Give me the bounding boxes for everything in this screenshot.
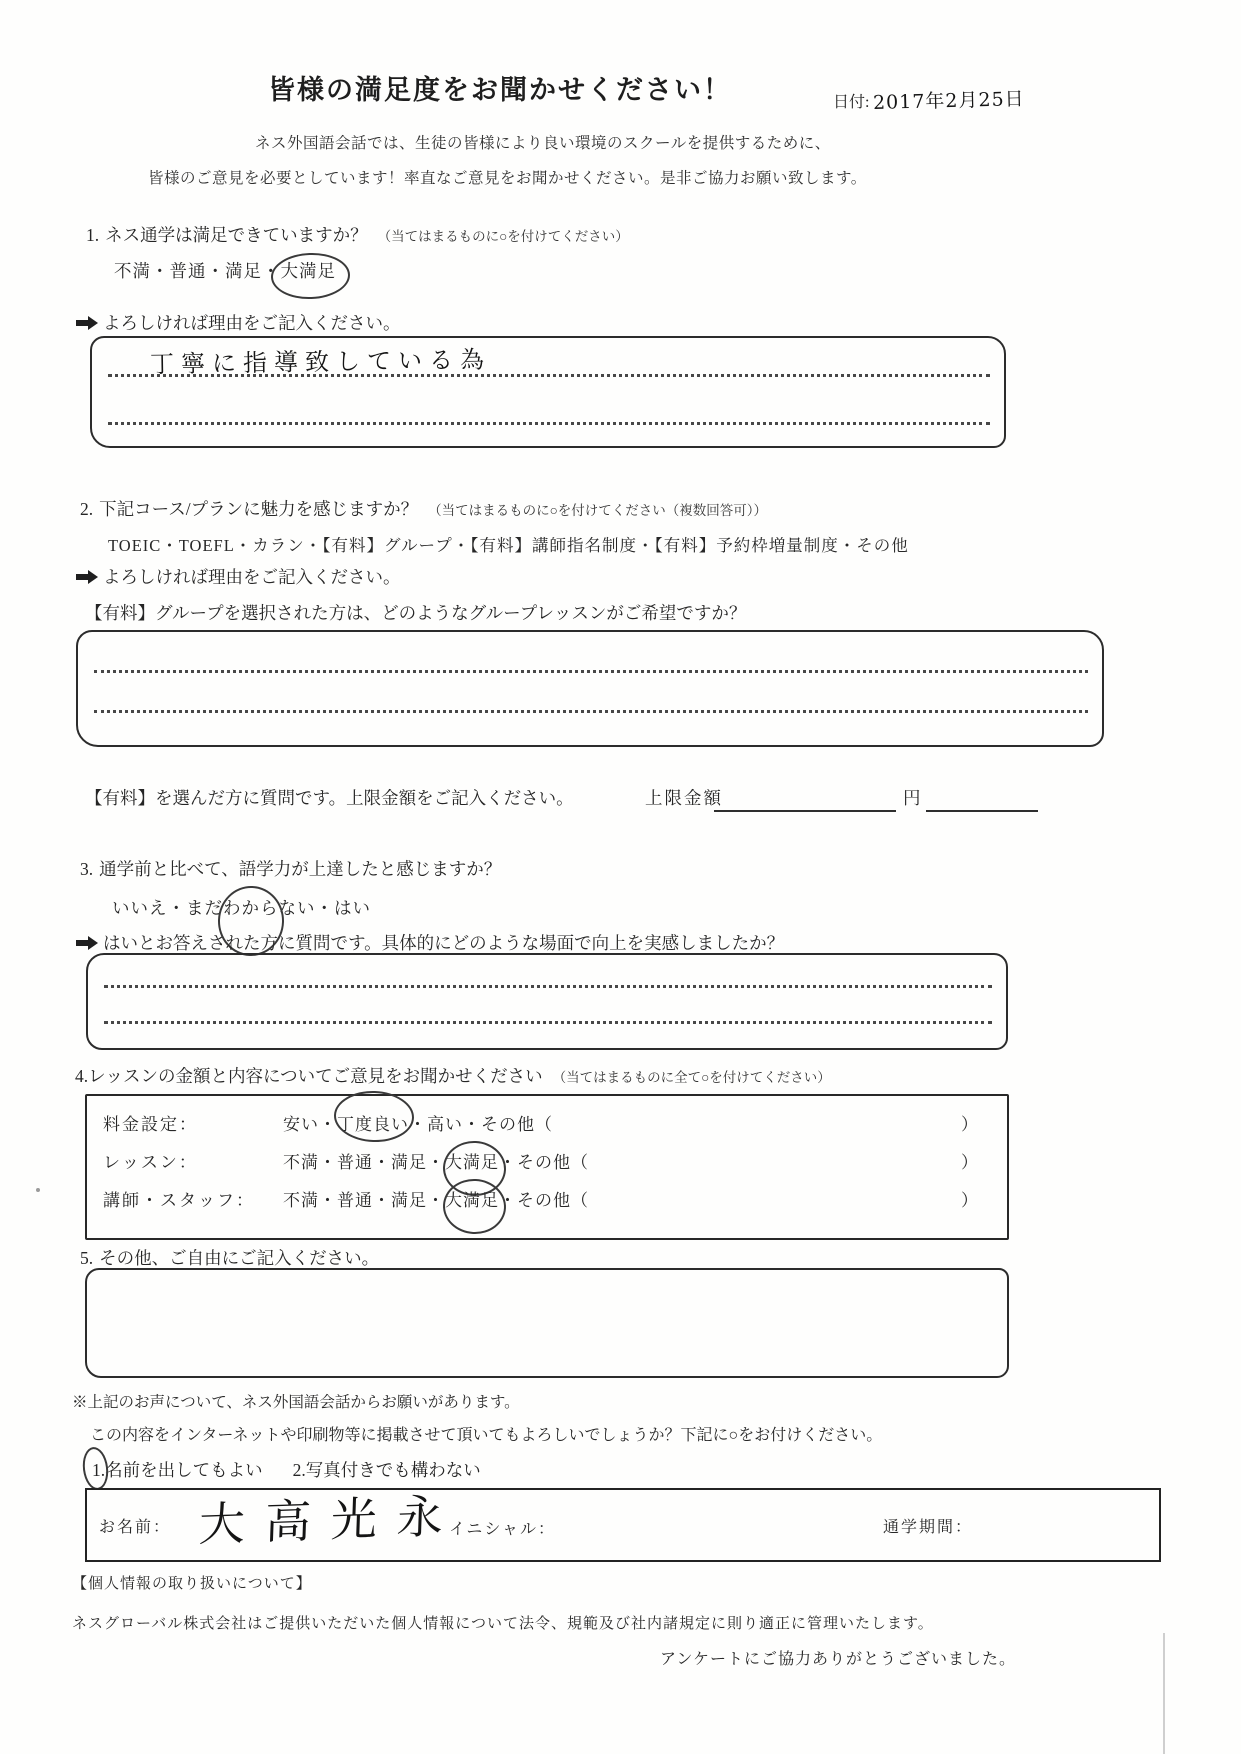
q3-options-after[interactable]: ない・はい bbox=[278, 898, 371, 918]
q4-row-label: 講師・スタッフ： bbox=[103, 1191, 255, 1210]
q2-followup-line bbox=[76, 564, 401, 589]
q5-answer-box[interactable] bbox=[85, 1268, 1009, 1378]
q4-question-line bbox=[75, 1063, 831, 1088]
q1-question: ネス通学は満足できていますか？ bbox=[105, 225, 368, 245]
q2-options[interactable]: TOEIC・TOEFL・カラン・【有料】グループ・【有料】講師指名制度・【有料】予約枠増量制度・その他 bbox=[108, 536, 909, 555]
q4-row-option-circled[interactable]: 大満足 bbox=[445, 1148, 499, 1173]
intro-line-1: ネス外国語会話では、生徒の皆様により良い環境のスクールを提供するために、 bbox=[255, 135, 831, 152]
footer-note-2: この内容をインターネットや印刷物等に掲載させて頂いてもよろしいでしょうか？下記に○をお付けください。 bbox=[90, 1427, 883, 1444]
q3-options bbox=[112, 895, 371, 920]
q4-row-option-circled[interactable]: 丁度良い bbox=[337, 1110, 409, 1135]
name-label: お名前： bbox=[99, 1519, 172, 1536]
q4-row-options[interactable]: 安い・ bbox=[283, 1115, 337, 1134]
q1-followup-line bbox=[76, 310, 401, 335]
consent-option-1-number-circled[interactable]: 1. bbox=[92, 1460, 106, 1480]
period-label: 通学期間： bbox=[883, 1519, 974, 1536]
thanks-message: アンケートにご協力ありがとうございました。 bbox=[660, 1651, 1017, 1668]
arrow-icon bbox=[76, 570, 98, 584]
limit-amount-field-tail[interactable] bbox=[926, 786, 1038, 812]
name-value-handwritten[interactable]: 大高光永 bbox=[198, 1488, 464, 1552]
q4-row-pricing bbox=[103, 1110, 991, 1135]
q1-answer-box[interactable] bbox=[90, 336, 1006, 448]
q4-row-options-after[interactable]: ・その他（ bbox=[499, 1191, 589, 1210]
q3-followup-line bbox=[76, 930, 784, 955]
intro-line-2: 皆様のご意見を必要としています！率直なご意見をお聞かせください。是非ご協力お願い致します。 bbox=[148, 170, 867, 187]
q4-row-options-after[interactable]: ・その他（ bbox=[499, 1153, 589, 1172]
q1-options bbox=[114, 258, 336, 283]
q4-row-options-after[interactable]: ・高い・その他（ bbox=[409, 1115, 553, 1134]
q4-row-close-paren: ） bbox=[961, 1153, 979, 1172]
dotted-writing-line bbox=[104, 1021, 992, 1024]
q2-hint: （当てはまるものに○を付けてください（複数回答可）） bbox=[428, 503, 768, 518]
limit-amount-field[interactable] bbox=[714, 786, 896, 812]
q1-question-line bbox=[86, 222, 629, 247]
q2-followup-text: よろしければ理由をご記入ください。 bbox=[103, 567, 401, 587]
q4-number: 4. bbox=[75, 1066, 89, 1086]
footer-note-1: ※上記のお声について、ネス外国語会話からお願いがあります。 bbox=[72, 1394, 520, 1411]
scan-artifact-line bbox=[1163, 1633, 1165, 1754]
q2-paid-question: 【有料】を選んだ方に質問です。上限金額をご記入ください。 bbox=[85, 788, 574, 808]
q4-row-close-paren: ） bbox=[961, 1115, 979, 1134]
date-value-handwritten: 2017年2月25日 bbox=[873, 88, 1026, 114]
q2-question: 下記コース/プランに魅力を感じますか？ bbox=[99, 499, 419, 519]
dotted-writing-line bbox=[104, 985, 992, 988]
q3-followup-text: はいとお答えされた方に質問です。具体的にどのような場面で向上を実感しましたか？ bbox=[103, 933, 785, 953]
arrow-icon bbox=[76, 936, 98, 950]
dotted-writing-line bbox=[94, 710, 1088, 713]
q3-question: 通学前と比べて、語学力が上達したと感じますか？ bbox=[99, 859, 502, 879]
consent-options bbox=[92, 1457, 481, 1482]
q4-row-lesson bbox=[103, 1148, 991, 1173]
dotted-writing-line bbox=[108, 422, 990, 425]
q1-followup-text: よろしければ理由をご記入ください。 bbox=[103, 313, 401, 333]
q3-options-before[interactable]: いいえ・まだ bbox=[112, 898, 223, 918]
q4-row-label: レッスン： bbox=[103, 1153, 198, 1172]
q4-row-options[interactable]: 不満・普通・満足・ bbox=[283, 1153, 445, 1172]
privacy-title: 【個人情報の取り扱いについて】 bbox=[72, 1576, 312, 1592]
dotted-writing-line bbox=[94, 670, 1088, 673]
consent-option-2[interactable]: 2.写真付きでも構わない bbox=[292, 1460, 481, 1480]
q3-question-line bbox=[80, 856, 501, 881]
q1-number: 1. bbox=[86, 225, 100, 245]
q3-answer-box[interactable] bbox=[86, 953, 1008, 1050]
q4-hint: （当てはまるものに全て○を付けてください） bbox=[552, 1070, 831, 1085]
q2-group-question: 【有料】グループを選択された方は、どのようなグループレッスンがご希望ですか？ bbox=[85, 603, 747, 623]
yen-unit-label: 円 bbox=[903, 788, 921, 808]
q4-row-close-paren: ） bbox=[961, 1191, 979, 1210]
dotted-writing-line bbox=[108, 374, 990, 377]
q4-row-option-circled[interactable]: 大満足 bbox=[445, 1186, 499, 1211]
limit-amount-label: 上限金額 bbox=[645, 788, 723, 808]
q5-number: 5. bbox=[80, 1248, 94, 1268]
q1-option-circled[interactable]: 大満足 bbox=[281, 258, 337, 283]
scan-artifact-dot bbox=[36, 1188, 40, 1192]
q4-question: レッスンの金額と内容についてご意見をお聞かせください bbox=[88, 1066, 543, 1086]
consent-option-1[interactable]: 名前を出してもよい bbox=[105, 1460, 263, 1480]
q4-row-label: 料金設定： bbox=[103, 1115, 198, 1134]
q1-hint: （当てはまるものに○を付けてください） bbox=[377, 229, 629, 244]
q5-question-line bbox=[80, 1245, 379, 1270]
q2-answer-box[interactable] bbox=[76, 630, 1104, 747]
date-label: 日付: bbox=[833, 94, 870, 111]
q1-answer-handwritten: 丁寧に指導致している為 bbox=[149, 345, 492, 379]
arrow-icon bbox=[76, 316, 98, 330]
q5-question: その他、ご自由にご記入ください。 bbox=[99, 1248, 380, 1268]
q4-row-staff bbox=[103, 1186, 991, 1211]
privacy-text: ネスグローバル株式会社はご提供いただいた個人情報について法令、規範及び社内諸規定に則り適正に管理いたします。 bbox=[72, 1616, 934, 1632]
q3-number: 3. bbox=[80, 859, 94, 879]
q1-options-plain[interactable]: 不満・普通・満足・ bbox=[114, 261, 281, 281]
date-field bbox=[833, 86, 1025, 113]
q3-option-circled[interactable]: わから bbox=[223, 895, 279, 920]
q2-question-line bbox=[80, 496, 767, 521]
q4-table bbox=[85, 1094, 1009, 1240]
initial-label: イニシャル： bbox=[449, 1521, 557, 1538]
page-title: 皆様の満足度をお聞かせください！ bbox=[268, 75, 732, 105]
q2-number: 2. bbox=[80, 499, 94, 519]
q4-row-options[interactable]: 不満・普通・満足・ bbox=[283, 1191, 445, 1210]
name-box bbox=[85, 1488, 1161, 1562]
